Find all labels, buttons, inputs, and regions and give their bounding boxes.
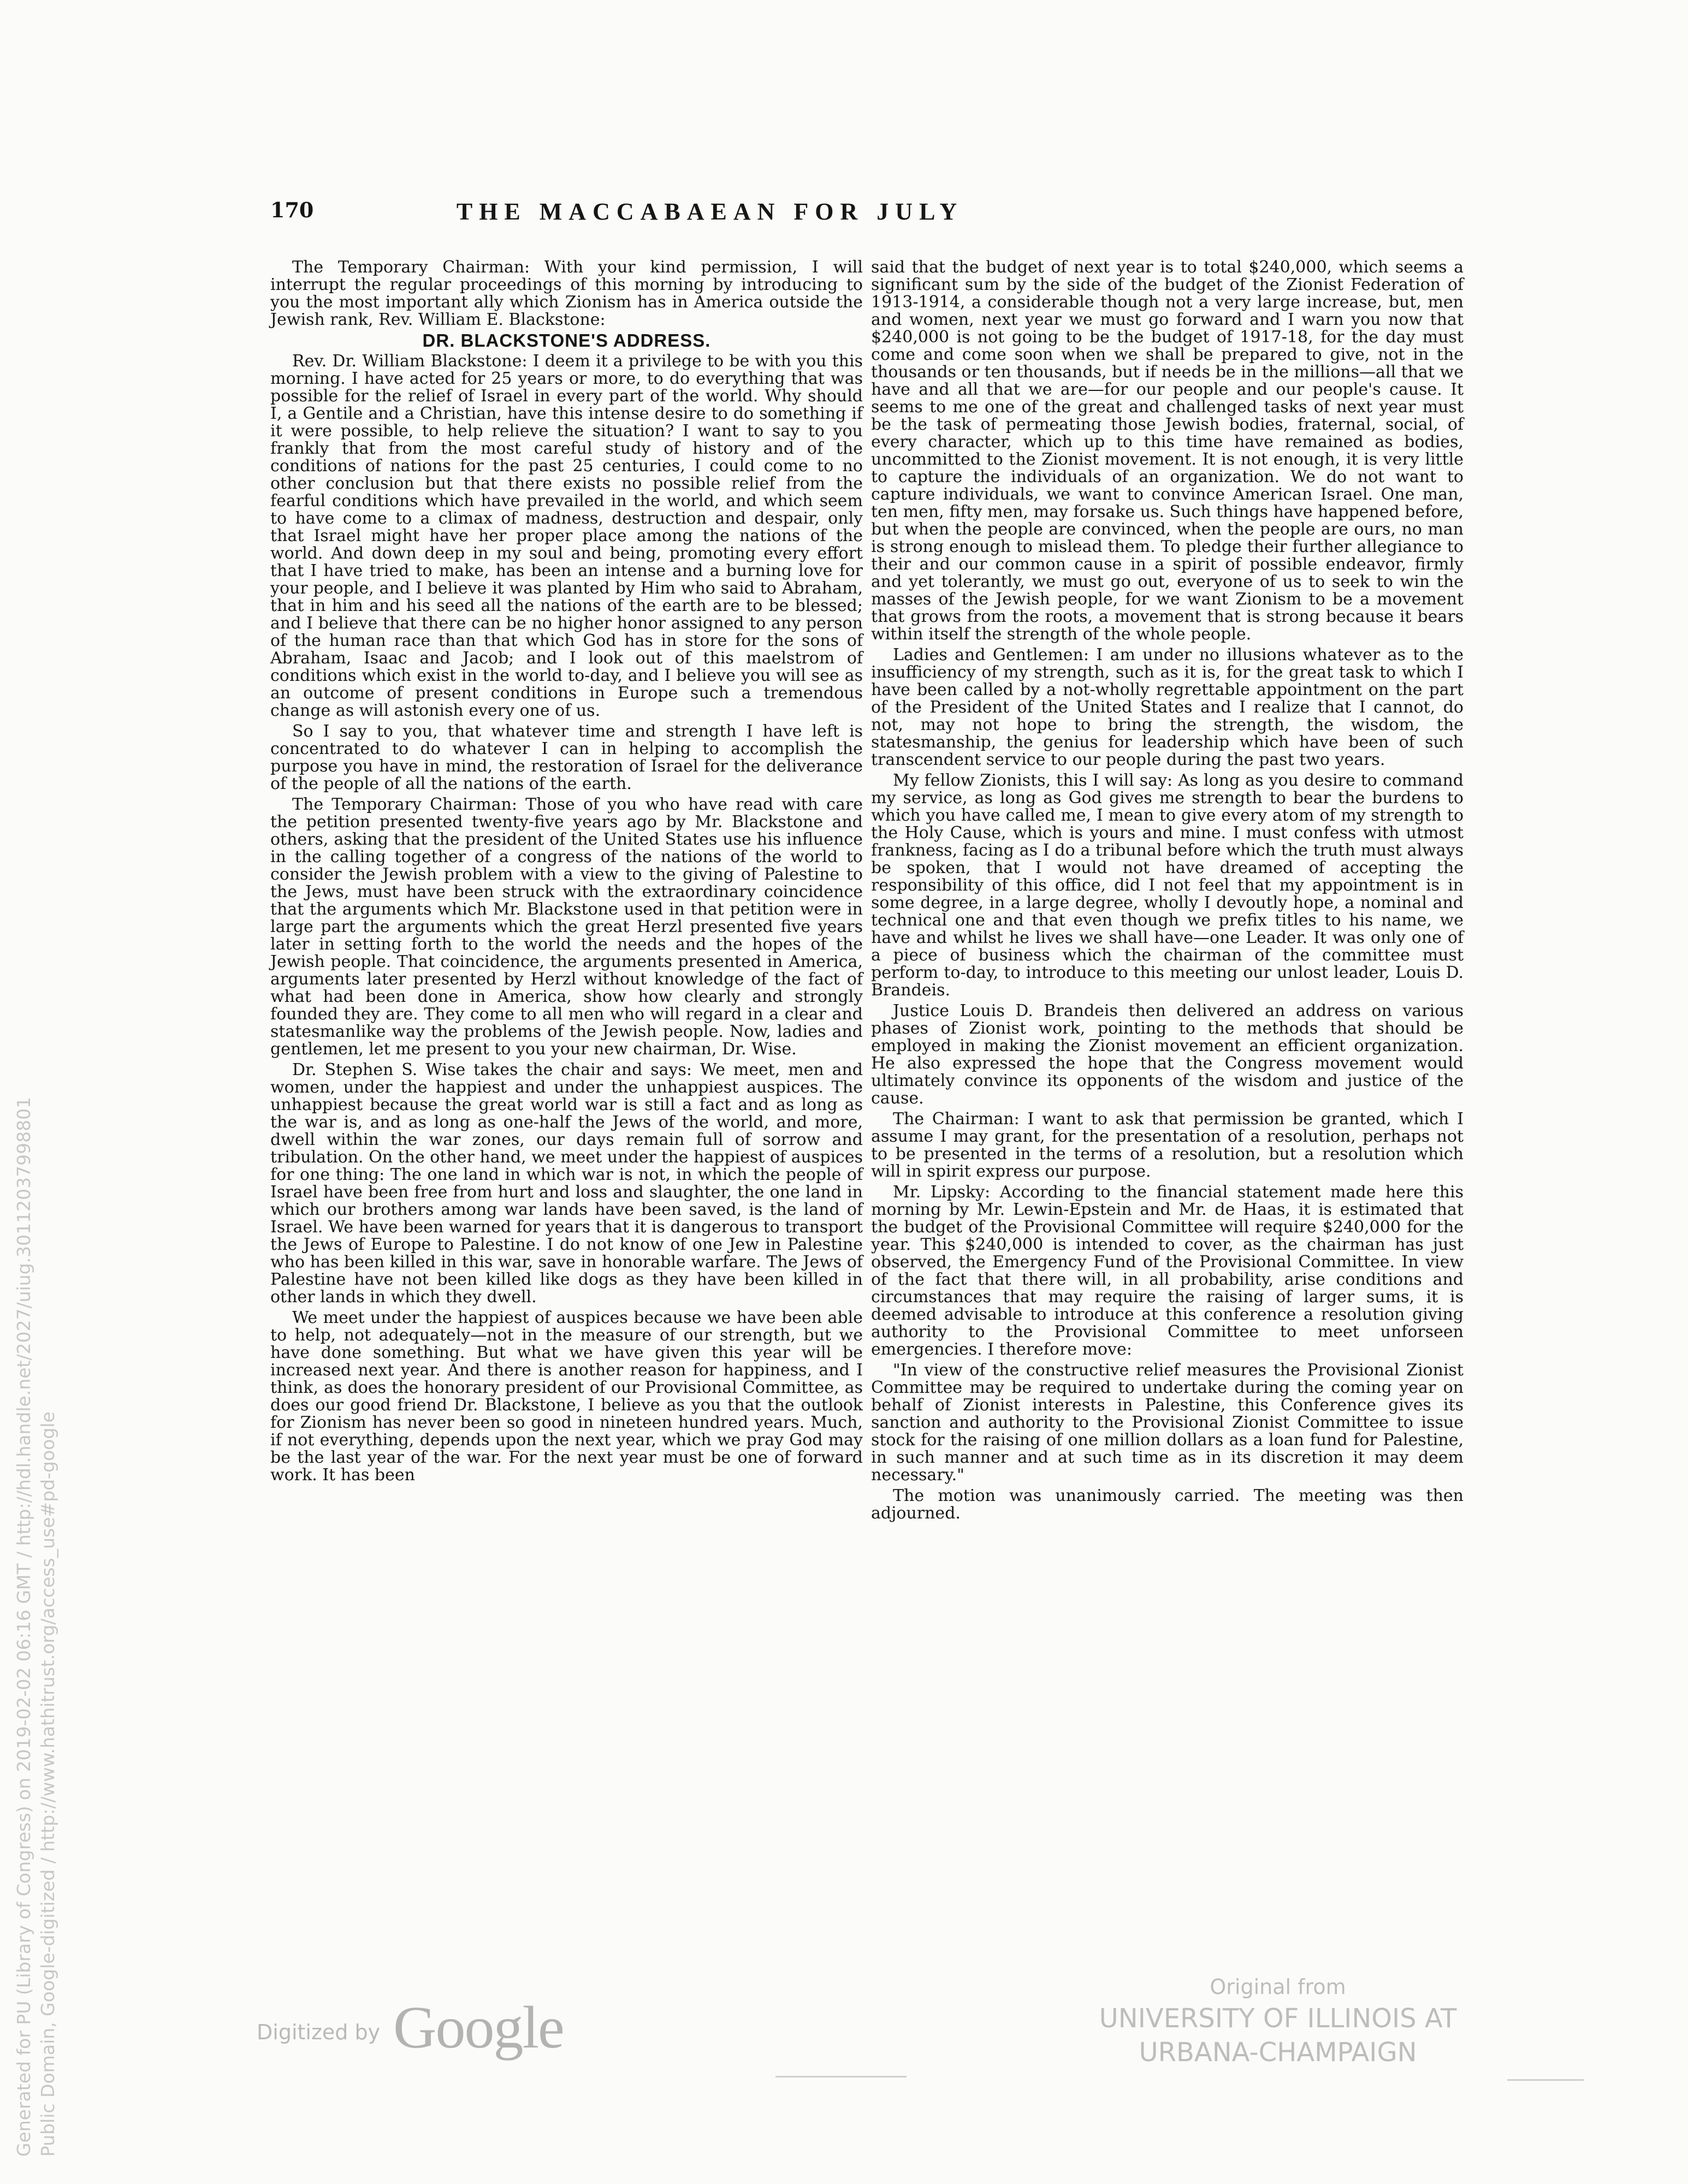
paragraph: said that the budget of next year is to total $240,000, which seems a significant sum by the side of the budget of the Zionist Federation of 1913-1914, a considerable though not a very large increase, but, men and women, next year we must go forward and I warn you now that $240,000 is not going to be the budget of 1917-18, for the day must come and come soon when we shall be prepared to give, not in the thousands or ten thousands, but if needs be in the millions—all that we have and all that we are—for our people and our people's cause. It seems to me one of the great and challenged tasks of next year must be the task of permeating those Jewish bodies, fraternal, social, of every character, which up to this time have remained as bodies, uncommitted to the Zionist movement. It is not enough, it is very little to capture the individuals of an organization. We do not want to capture individuals, we want to convince American Israel. One man, ten men, fifty men, may forsake us. Such things have happened before, but when the people are convinced, when the people are ours, no man is strong enough to mislead them. To pledge their further allegiance to their and our common cause in a spirit of possible endeavor, firmly and yet tolerantly, we must go out, everyone of us to seek to win the masses of the Jewish people, for we want Zionism to be a movement that grows from the roots, a movement that is strong because it bears within itself the strength of the whole people. xyxy=(871,258,1464,644)
paragraph: We meet under the happiest of auspices because we have been able to help, not adequately—not in the measure of our strength, but we have done something. But what we have given this year will be increased next year. And there is another reason for happiness, and I think, as does the honorary president of our Provisional Committee, as does our good friend Dr. Blackstone, I believe as you that the outlook for Zionism has never been so good in nineteen hundred years. Much, if not everything, depends upon the next year, which we pray God may be the last year of the war. For the next year must be one of forward work. It has been xyxy=(270,1308,863,1485)
resolution-quote: "In view of the constructive relief measures the Provisional Zionist Committee may be required to undertake during the coming year on behalf of Zionist interests in Palestine, this Conference gives its sanction and authority to the Provisional Zionist Committee to issue stock for the raising of one million dollars as a loan fund for Palestine, in such manner and at such time as in its discretion it may deem necessary." xyxy=(871,1361,1464,1485)
footer-rule xyxy=(775,2076,907,2078)
running-title: THE MACCABAEAN FOR JULY xyxy=(456,198,964,225)
paragraph: The Chairman: I want to ask that permission be granted, which I assume I may grant, for the presentation of a resolution, perhaps not to be presented in the terms of a resolution, but a resolution which will in spirit express our purpose. xyxy=(871,1109,1464,1181)
hathitrust-watermark xyxy=(12,1097,60,2157)
paragraph: So I say to you, that whatever time and strength I have left is concentrated to do whatever I can in helping to accomplish the purpose you have in mind, the restoration of Israel for the deliverance of the people of all the nations of the earth. xyxy=(270,722,863,793)
google-logo: Google xyxy=(393,1994,564,2061)
paragraph: The Temporary Chairman: With your kind permission, I will interrupt the regular proceedings of this morning by introducing to you the most important ally which Zionism has in America outside the Jewish rank, Rev. William E. Blackstone: xyxy=(270,258,863,329)
paragraph: My fellow Zionists, this I will say: As long as you desire to command my service, as long as God gives me strength to bear the burdens to which you have called me, I mean to give every atom of my strength to the Holy Cause, which is yours and mine. I must confess with utmost frankness, facing as I do a tribunal before which the truth must always be spoken, that I would not have dreamed of accepting the responsibility of this office, did I not feel that my appointment is in some degree, in a large degree, wholly I devoutly hope, a nominal and technical one and that even though we prefix titles to his name, we have and whilst he lives we shall have—one Leader. It was only one of a piece of business which the chairman of the committee must perform to-day, to introduce to this meeting our unlost leader, Louis D. Brandeis. xyxy=(871,771,1464,1000)
footer-rule xyxy=(1507,2079,1584,2081)
original-from-credit xyxy=(1054,1972,1502,2069)
paragraph: The Temporary Chairman: Those of you who have read with care the petition presented twenty-five years ago by Mr. Blackstone and others, asking that the president of the United States use his influence in the calling together of a congress of the nations of the world to consider the Jewish problem with a view to the giving of Palestine to the Jews, must have been struck with the extraordinary coincidence that the arguments which Mr. Blackstone used in that petition were in large part the arguments which the great Herzl presented five years later in setting forth to the world the needs and the hopes of the Jewish people. That coincidence, the arguments presented in America, arguments later presented by Herzl without knowledge of the fact of what had been done in America, show how clearly and strongly founded they are. They come to all men who will regard in a clear and statesmanlike way the problems of the Jewish people. Now, ladies and gentlemen, let me present to you your new chairman, Dr. Wise. xyxy=(270,795,863,1059)
right-column xyxy=(871,259,1464,1526)
section-heading: DR. BLACKSTONE'S ADDRESS. xyxy=(422,330,711,351)
university-name: UNIVERSITY OF ILLINOIS AT xyxy=(1099,2003,1457,2034)
page-number: 170 xyxy=(270,198,314,222)
paragraph: Rev. Dr. William Blackstone: I deem it a privilege to be with you this morning. I have acted for 25 years or more, to do everything that was possible for the relief of Israel in every part of the world. Why should I, a Gentile and a Christian, have this intense desire to do something if it were possible, to help relieve the situation? I want to say to you frankly that from the most careful study of history and of the conditions of nations for the past 25 centuries, I could come to no other conclusion but that there exists no possible relief from the fearful conditions which have prevailed in the world, and which seem to have come to a climax of madness, destruction and despair, only that Israel might have her proper place among the nations of the world. And down deep in my soul and being, promoting every effort that I have tried to make, has been an intense and a burning love for your people, and I believe it was planted by Him who said to Abraham, that in him and his seed all the nations of the earth are to be blessed; and I believe that there can be no higher honor assigned to any person of the human race than that which God has in store for the sons of Abraham, Isaac and Jacob; and I look out of this maelstrom of conditions which exist in the world to-day, and I believe you will see as an outcome of present conditions in Europe such a tremendous change as will astonish every one of us. xyxy=(270,352,863,720)
original-from-label: Original from xyxy=(1210,1975,1346,1999)
watermark-line: Generated for PU (Library of Congress) on 2019-02-02 06:16 GMT / http://hdl.handle.net/2027/uiug.30112037998801 xyxy=(13,1096,34,2157)
paragraph: Dr. Stephen S. Wise takes the chair and says: We meet, men and women, under the happiest and under the unhappiest auspices. The unhappiest because the great world war is still a fact and as long as the war is, and as long as one-half the Jews of the world, and more, dwell within the war zones, our days remain full of sorrow and tribulation. On the other hand, we meet under the happiest of auspices for one thing: The one land in which war is not, in which the people of Israel have been free from hurt and loss and slaughter, the one land in which our brothers among war lands have been saved, is the land of Israel. We have been warned for years that it is dangerous to transport the Jews of Europe to Palestine. I do not know of one Jew in Palestine who has been killed in this war, save in honorable warfare. The Jews of Palestine have not been killed like dogs as they have been killed in other lands in which they dwell. xyxy=(270,1060,863,1307)
university-location: URBANA-CHAMPAIGN xyxy=(1139,2037,1417,2068)
page-header xyxy=(270,198,1150,230)
left-column xyxy=(270,259,863,1487)
digitized-by-label: Digitized by xyxy=(257,2020,381,2044)
paragraph: Ladies and Gentlemen: I am under no illusions whatever as to the insufficiency of my strength, such as it is, for the great task to which I have been called by a not-wholly regrettable appointment on the part of the President of the United States and I realize that I cannot, do not, may not hope to bring the strength, the wisdom, the statesmanship, the genius for leadership which have been of such transcendent service to our people during the past two years. xyxy=(871,645,1464,769)
paragraph: Justice Louis D. Brandeis then delivered an address on various phases of Zionist work, pointing to the methods that should be employed in making the Zionist movement an efficient organization. He also expressed the hope that the Congress movement would ultimately convince its opponents of the wisdom and justice of the cause. xyxy=(871,1001,1464,1108)
watermark-line: Public Domain, Google-digitized / http://www.hathitrust.org/access_use#pd-google xyxy=(37,1411,58,2157)
paragraph: Mr. Lipsky: According to the financial statement made here this morning by Mr. Lewin-Epstein and Mr. de Haas, it is estimated that the budget of the Provisional Committee will require $240,000 for the year. This $240,000 is intended to cover, as the chairman has just observed, the Emergency Fund of the Provisional Committee. In view of the fact that there will, in all probability, arise conditions and circumstances that may require the raising of larger sums, it is deemed advisable to introduce at this conference a resolution giving authority to the Provisional Committee to meet unforseen emergencies. I therefore move: xyxy=(871,1183,1464,1359)
paragraph: The motion was unanimously carried. The meeting was then adjourned. xyxy=(871,1486,1464,1523)
